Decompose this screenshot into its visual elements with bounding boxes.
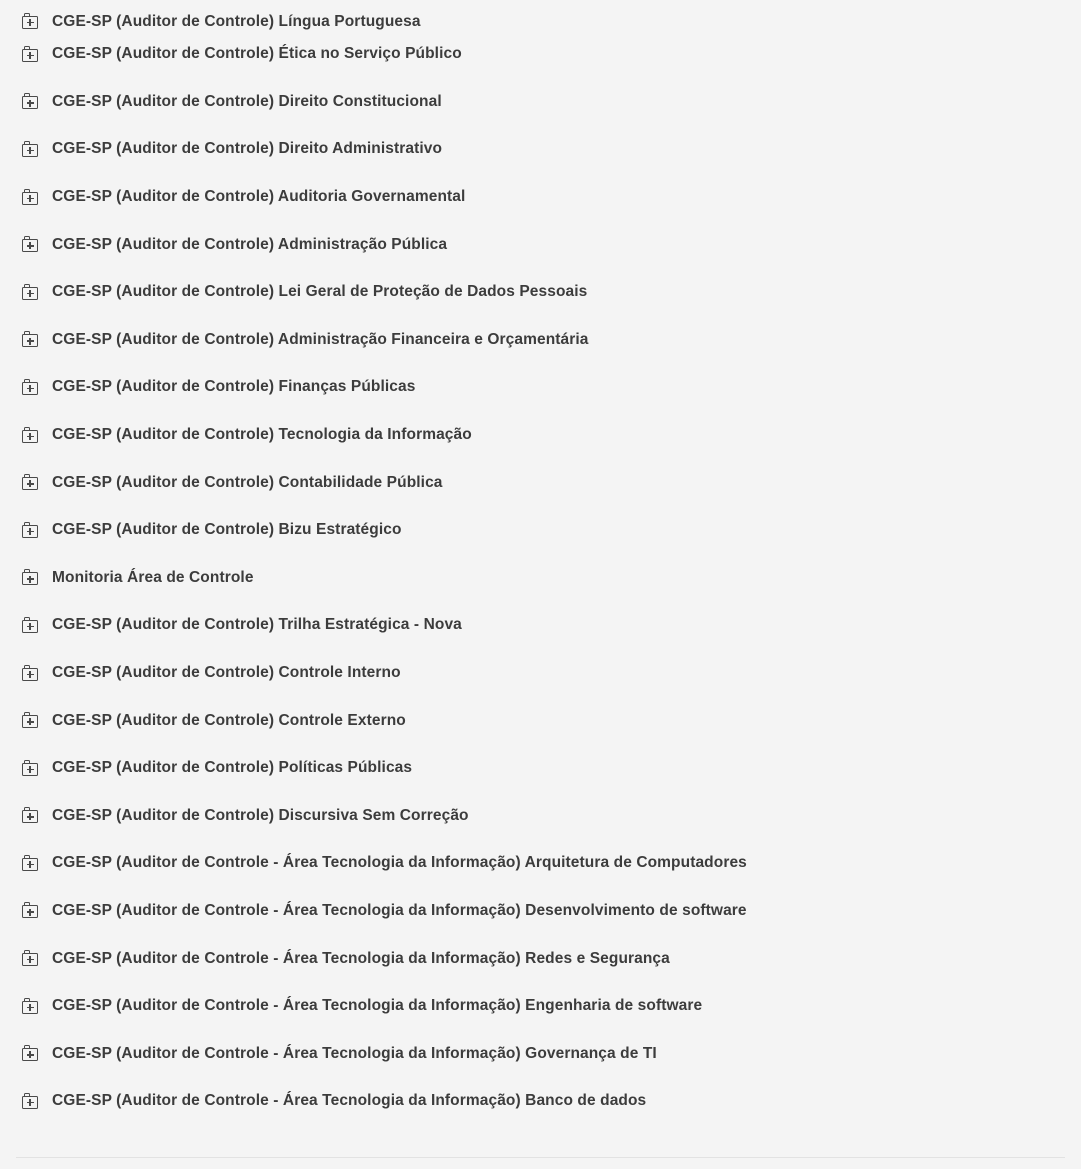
- folder-list-item[interactable]: [0, 458, 1081, 506]
- folder-plus-icon[interactable]: [22, 236, 40, 253]
- folder-plus-icon[interactable]: [22, 807, 40, 824]
- folder-item-label: CGE-SP (Auditor de Controle - Área Tecnologia da Informação) Engenharia de software: [52, 997, 703, 1015]
- folder-plus-icon[interactable]: [22, 617, 40, 634]
- folder-plus-icon[interactable]: [22, 13, 40, 30]
- folder-list-item[interactable]: [0, 744, 1081, 792]
- folder-list-item[interactable]: [0, 601, 1081, 649]
- folder-list-item[interactable]: [0, 220, 1081, 268]
- folder-plus-icon[interactable]: [22, 284, 40, 301]
- folder-list-item[interactable]: [0, 30, 1081, 78]
- folder-item-label: CGE-SP (Auditor de Controle) Tecnologia da Informação: [52, 426, 472, 444]
- folder-item-label: CGE-SP (Auditor de Controle) Discursiva Sem Correção: [52, 806, 469, 824]
- folder-item-label: CGE-SP (Auditor de Controle) Ética no Serviço Público: [52, 45, 462, 63]
- folder-plus-icon[interactable]: [22, 665, 40, 682]
- list-bottom-spacer: [0, 1125, 1081, 1157]
- folder-list-item[interactable]: [0, 887, 1081, 935]
- folder-list-item[interactable]: [0, 0, 1081, 30]
- folder-plus-icon[interactable]: [22, 331, 40, 348]
- folder-item-label: CGE-SP (Auditor de Controle) Auditoria Governamental: [52, 188, 466, 206]
- folder-item-label: CGE-SP (Auditor de Controle) Lei Geral de Proteção de Dados Pessoais: [52, 283, 588, 301]
- folder-item-label: CGE-SP (Auditor de Controle) Administração Pública: [52, 235, 448, 253]
- folder-list-item[interactable]: [0, 173, 1081, 221]
- folder-list-item[interactable]: [0, 934, 1081, 982]
- folder-plus-icon[interactable]: [22, 474, 40, 491]
- folder-plus-icon[interactable]: [22, 522, 40, 539]
- folder-list-item[interactable]: [0, 363, 1081, 411]
- folder-plus-icon[interactable]: [22, 93, 40, 110]
- folder-plus-icon[interactable]: [22, 1045, 40, 1062]
- folder-item-label: CGE-SP (Auditor de Controle - Área Tecnologia da Informação) Governança de TI: [52, 1044, 657, 1062]
- folder-plus-icon[interactable]: [22, 712, 40, 729]
- folder-item-label: CGE-SP (Auditor de Controle - Área Tecnologia da Informação) Redes e Segurança: [52, 949, 670, 967]
- folder-item-label: CGE-SP (Auditor de Controle) Língua Portuguesa: [52, 12, 421, 30]
- folder-list-item[interactable]: [0, 1077, 1081, 1125]
- folder-plus-icon[interactable]: [22, 902, 40, 919]
- folder-item-label: CGE-SP (Auditor de Controle) Finanças Públicas: [52, 378, 416, 396]
- folder-plus-icon[interactable]: [22, 379, 40, 396]
- folder-plus-icon[interactable]: [22, 1093, 40, 1110]
- folder-item-label: Monitoria Área de Controle: [52, 568, 254, 586]
- folder-list-item[interactable]: [0, 792, 1081, 840]
- folder-list-item[interactable]: [0, 696, 1081, 744]
- folder-item-label: CGE-SP (Auditor de Controle) Controle Interno: [52, 663, 401, 681]
- folder-list-item[interactable]: [0, 554, 1081, 602]
- folder-list-item[interactable]: [0, 982, 1081, 1030]
- folder-plus-icon[interactable]: [22, 189, 40, 206]
- folder-item-label: CGE-SP (Auditor de Controle) Controle Externo: [52, 711, 406, 729]
- folder-list-item[interactable]: [0, 268, 1081, 316]
- folder-list-item[interactable]: [0, 839, 1081, 887]
- folder-plus-icon[interactable]: [22, 569, 40, 586]
- folder-plus-icon[interactable]: [22, 760, 40, 777]
- folder-item-label: CGE-SP (Auditor de Controle) Direito Administrativo: [52, 140, 443, 158]
- folder-item-label: CGE-SP (Auditor de Controle) Contabilidade Pública: [52, 473, 443, 491]
- folder-item-label: CGE-SP (Auditor de Controle) Bizu Estratégico: [52, 521, 402, 539]
- folder-plus-icon[interactable]: [22, 998, 40, 1015]
- folder-list-item[interactable]: [0, 649, 1081, 697]
- folder-plus-icon[interactable]: [22, 141, 40, 158]
- list-bottom-divider: [16, 1157, 1065, 1158]
- folder-item-label: CGE-SP (Auditor de Controle) Direito Constitucional: [52, 92, 442, 110]
- folder-plus-icon[interactable]: [22, 46, 40, 63]
- folder-item-label: CGE-SP (Auditor de Controle) Políticas Públicas: [52, 759, 413, 777]
- folder-list-item[interactable]: [0, 316, 1081, 364]
- folder-list-item[interactable]: [0, 506, 1081, 554]
- folder-item-label: CGE-SP (Auditor de Controle) Administração Financeira e Orçamentária: [52, 330, 589, 348]
- folder-item-label: CGE-SP (Auditor de Controle - Área Tecnologia da Informação) Arquitetura de Computadores: [52, 854, 747, 872]
- folder-item-label: CGE-SP (Auditor de Controle - Área Tecnologia da Informação) Desenvolvimento de software: [52, 901, 747, 919]
- folder-list-item[interactable]: [0, 125, 1081, 173]
- folder-list-item[interactable]: [0, 411, 1081, 459]
- folder-item-label: CGE-SP (Auditor de Controle) Trilha Estratégica - Nova: [52, 616, 462, 634]
- folder-plus-icon[interactable]: [22, 427, 40, 444]
- folder-list-item[interactable]: [0, 1029, 1081, 1077]
- folder-list-item[interactable]: [0, 78, 1081, 126]
- folder-plus-icon[interactable]: [22, 950, 40, 967]
- folder-item-label: CGE-SP (Auditor de Controle - Área Tecnologia da Informação) Banco de dados: [52, 1092, 647, 1110]
- folder-plus-icon[interactable]: [22, 855, 40, 872]
